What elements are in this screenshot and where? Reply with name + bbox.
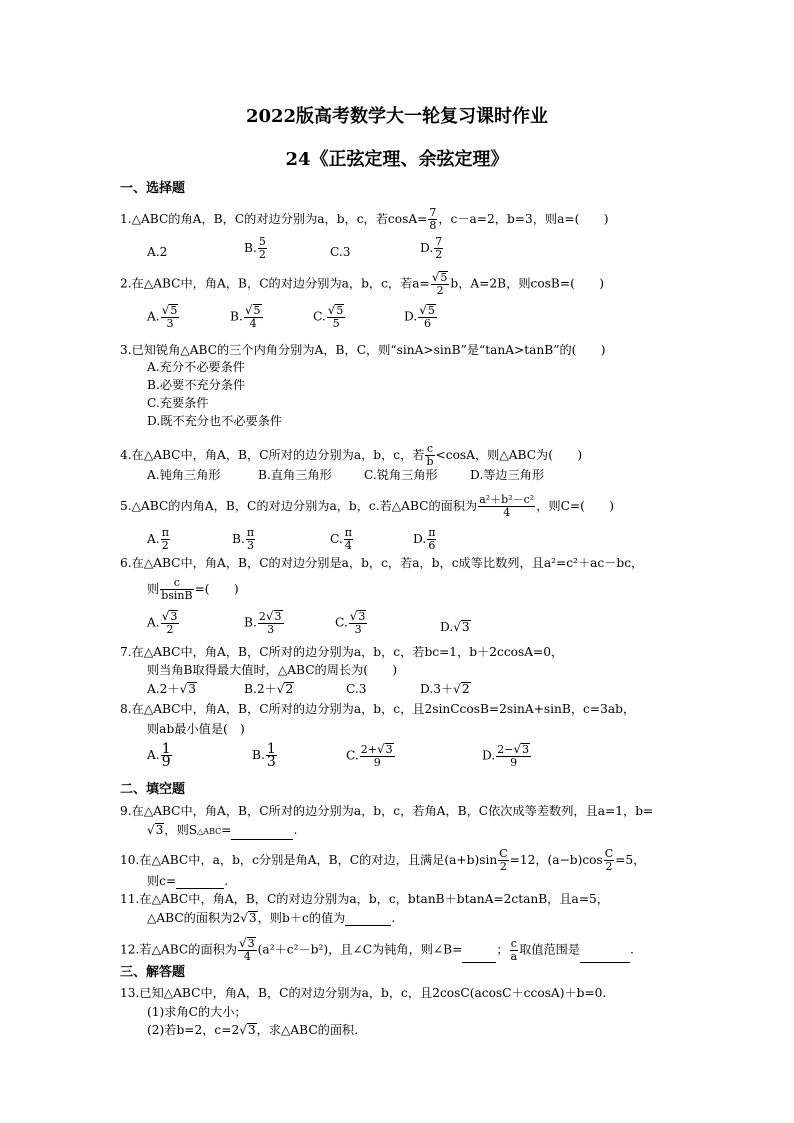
option-a: A.2 [147, 245, 168, 259]
option-label: A. [147, 309, 160, 324]
option-label: B. [252, 748, 265, 762]
option-label: A. [147, 748, 160, 762]
numerator: 7 [435, 235, 443, 248]
question-text: 1.△ABC的角A，B，C的对边分别为a，b，c，若cosA= [120, 212, 428, 226]
radicand: 3 [385, 743, 393, 756]
option-d [404, 304, 438, 330]
question-13: 13.已知△ABC中，角A，B，C的对边分别为a，b，c，且2cosC(acosC＋ccosA)＋b=0. [120, 986, 607, 1000]
option-a: A.钝角三角形 [147, 468, 221, 482]
option-a [147, 304, 180, 330]
option-label: C. [346, 748, 359, 763]
option-label: A. [147, 615, 160, 630]
option-label: D. [482, 748, 496, 763]
question-9-line2: √3，则S△ABC= . [147, 822, 297, 840]
radicand: 3 [522, 743, 530, 756]
numerator: c [426, 442, 434, 455]
denominator: a [510, 949, 518, 963]
option-label: B. [244, 615, 257, 630]
question-8: 8.在△ABC中，角A，B，C所对的边分别为a，b，c，且2sinCcosB=2sinA+sinB，c=3ab， [120, 702, 636, 716]
question-text: ； [496, 942, 509, 957]
option-c: C.充要条件 [147, 396, 209, 410]
answer-blank[interactable] [462, 949, 496, 963]
option-label: C. [313, 309, 326, 324]
question-text: . [293, 823, 298, 837]
question-text: =5， [615, 853, 646, 867]
numerator: 1 [266, 741, 276, 757]
denominator: 3 [161, 317, 180, 330]
option-d: D.既不充分也不必要条件 [147, 414, 283, 428]
page-subtitle: 24《正弦定理、余弦定理》 [285, 149, 509, 170]
denominator: 4 [478, 506, 535, 519]
page-title: 2022版高考数学大一轮复习课时作业 [245, 106, 549, 127]
denominator: 2 [499, 860, 507, 873]
numerator: 7 [429, 206, 437, 219]
radicand: 3 [274, 610, 282, 623]
question-10 [120, 848, 645, 873]
denominator: 3 [246, 539, 254, 552]
denominator: 9 [496, 756, 531, 769]
question-text: b，A=2B，则cosB=( ) [450, 276, 604, 291]
question-6-line2 [147, 577, 239, 602]
radicand: 5 [440, 271, 448, 284]
fraction [266, 743, 277, 768]
denominator: 4 [344, 539, 352, 552]
option-label: B. [230, 309, 243, 324]
section-heading: 二、填空题 [120, 782, 186, 797]
question-6: 6.在△ABC中，角A，B，C的对边分别是a，b，c，若a，b，c成等比数列，且a²=c²＋ac－bc， [120, 556, 644, 570]
fraction [344, 527, 353, 552]
answer-blank[interactable] [580, 949, 630, 963]
fraction [427, 527, 436, 552]
denominator: 3 [266, 754, 276, 770]
option-label: C. [335, 615, 348, 630]
option-b [244, 236, 268, 261]
radicand: 2 [461, 682, 470, 696]
question-text: 12.若△ABC的面积为 [120, 942, 238, 957]
question-text: ，求△ABC的面积. [256, 1023, 359, 1037]
option-d: D.等边三角形 [470, 468, 545, 482]
option-d [413, 527, 437, 552]
question-text: . [391, 911, 396, 925]
question-text: 则 [147, 582, 160, 596]
option-b [252, 743, 278, 768]
question-7: 7.在△ABC中，角A，B，C所对的边分别为a，b，c，若bc=1，b＋2ccosA=0， [120, 645, 564, 659]
denominator: 2 [435, 248, 443, 261]
option-c: C.3 [346, 682, 367, 696]
option-a [147, 743, 173, 768]
option-b [230, 304, 264, 330]
numerator-part: 2+ [360, 743, 377, 756]
question-9: 9.在△ABC中，角A，B，C所对的边分别为a，b，c，若角A，B，C依次成等差数列，且a=1，b= [120, 804, 654, 818]
numerator: 1 [161, 741, 171, 757]
fraction [258, 236, 267, 261]
answer-blank[interactable] [176, 875, 224, 889]
denominator: 2 [605, 860, 613, 873]
question-text: ，则S [164, 823, 198, 837]
question-2 [120, 271, 604, 297]
section-heading: 三、解答题 [120, 965, 186, 980]
question-text: (2)若b=2，c=2 [147, 1023, 240, 1037]
radicand: 3 [248, 911, 257, 925]
fraction [161, 527, 170, 552]
fraction: $\frac{√3}{3}$ [349, 609, 366, 636]
numerator: C [499, 847, 508, 860]
fraction [604, 848, 614, 873]
fraction: $\frac{2-√3}{9}$ [497, 742, 530, 769]
option-b [244, 610, 285, 636]
question-text: . [630, 942, 634, 957]
denominator: 2 [431, 284, 450, 297]
numerator-part: 2− [497, 743, 514, 756]
fraction: $\frac{2+√3}{9}$ [360, 742, 393, 769]
radicand: 3 [247, 1023, 256, 1037]
question-11: 11.在△ABC中，角A，B，C的对边分别为a，b，c，btanB＋btanA=2ctanB，且a=5， [120, 892, 609, 906]
numerator: π [344, 526, 352, 539]
numerator: π [246, 526, 255, 539]
question-10-line2 [147, 873, 228, 889]
option-c [346, 743, 396, 769]
numerator: π [161, 526, 169, 539]
question-4 [120, 443, 582, 468]
question-text: =( ) [194, 582, 239, 596]
radicand: 3 [247, 937, 255, 950]
fraction [428, 207, 437, 232]
question-8-line2: 则ab最小值是( ) [147, 722, 245, 736]
option-label: C. [330, 532, 343, 546]
question-3: 3.已知锐角△ABC的三个内角分别为A，B，C，则“sinA>sinB”是“tanA>tanB”的( ) [120, 343, 606, 357]
fraction: $\frac{2√3}{3}$ [258, 609, 282, 636]
question-text: 10.在△ABC中，a，b，c分别是角A，B，C的对边，且满足(a+b)sin [120, 853, 498, 867]
answer-blank[interactable] [231, 826, 293, 840]
question-text: . [224, 874, 229, 888]
radicand: 5 [253, 304, 261, 317]
radicand: 5 [170, 304, 178, 317]
radicand: 2 [285, 682, 294, 696]
question-text: 5.△ABC的内角A，B，C的对边分别为a，b，c.若△ABC的面积为 [120, 499, 478, 513]
denominator: 9 [360, 756, 395, 769]
fraction: $\frac{√5}{3}$ [161, 303, 178, 330]
denominator: b [426, 455, 434, 468]
question-12 [120, 937, 634, 963]
denominator: 6 [428, 539, 436, 552]
numerator: a²＋b²－c² [479, 493, 535, 506]
fraction [510, 938, 519, 963]
fraction [425, 443, 434, 468]
denominator: 4 [244, 317, 263, 330]
option-b [232, 527, 256, 552]
question-13-part2: (2)若b=2，c=2√3，求△ABC的面积. [147, 1023, 359, 1037]
denominator: 6 [418, 317, 437, 330]
denominator: 8 [429, 219, 437, 232]
coefficient: 2 [258, 610, 266, 623]
question-text: 4.在△ABC中，角A，B，C所对的边分别为a，b，c，若 [120, 448, 425, 462]
numerator: π [428, 526, 436, 539]
radicand: 5 [427, 304, 435, 317]
question-text: ，则C=( ) [536, 499, 615, 513]
radicand: 3 [461, 620, 470, 634]
option-c: C.3 [330, 245, 351, 259]
option-label: D. [404, 309, 418, 324]
option-label: B. [232, 532, 245, 546]
question-text: △ABC的面积为2 [147, 911, 241, 925]
question-7-line2: 则当角B取得最大值时，△ABC的周长为( ) [147, 663, 398, 677]
denominator: 2 [161, 623, 180, 636]
fraction [246, 527, 255, 552]
option-d: D.√3 [440, 620, 470, 634]
option-d: D.3＋√2 [420, 682, 470, 696]
denominator: 2 [258, 248, 266, 261]
option-label: D.3＋ [420, 682, 454, 696]
question-text: 取值范围是 [519, 942, 581, 957]
fraction: $\frac{√3}{2}$ [161, 609, 178, 636]
option-c: C.锐角三角形 [364, 468, 438, 482]
fraction: $\frac{√5}{2}$ [431, 270, 448, 297]
radicand: 5 [336, 304, 344, 317]
option-c [330, 527, 354, 552]
fraction [160, 577, 193, 602]
fraction [434, 236, 443, 261]
subscript: △ABC [197, 827, 222, 836]
fraction [478, 494, 535, 519]
answer-blank[interactable] [345, 912, 391, 926]
option-label: D. [420, 241, 434, 255]
denominator: 9 [161, 754, 171, 770]
denominator: 2 [161, 539, 169, 552]
option-a: A.2＋√3 [147, 682, 197, 696]
option-label: B. [244, 241, 257, 255]
fraction: $\frac{√3}{4}$ [239, 936, 255, 963]
option-a [147, 527, 171, 552]
question-text: ，则b＋c的值为 [257, 911, 346, 925]
section-heading: 一、选择题 [120, 181, 186, 196]
option-label: B.2＋ [244, 682, 277, 696]
radicand: 3 [188, 682, 197, 696]
option-label: A. [147, 532, 160, 546]
question-text: ，c－a=2，b=3，则a=( ) [438, 212, 609, 226]
radicand: 3 [170, 610, 178, 623]
question-text: = [221, 823, 232, 837]
denominator: bsinB [161, 589, 193, 602]
fraction: $\frac{√5}{4}$ [244, 303, 261, 330]
denominator: 4 [238, 950, 257, 963]
fraction: $\frac{√5}{6}$ [419, 303, 435, 330]
numerator: c [173, 576, 180, 589]
option-a [147, 610, 180, 636]
fraction: $\frac{√5}{5}$ [327, 303, 344, 330]
numerator: c [510, 936, 517, 950]
option-d [420, 236, 444, 261]
option-c [335, 610, 368, 636]
denominator: 5 [327, 317, 346, 330]
radicand: 3 [358, 610, 366, 623]
numerator: C [604, 847, 614, 860]
option-a: A.充分不必要条件 [147, 360, 245, 374]
option-b: B.2＋√2 [244, 682, 294, 696]
option-c [313, 304, 346, 330]
question-text: =12，(a−b)cos [509, 853, 603, 867]
question-text: 2.在△ABC中，角A，B，C的对边分别为a，b，c，若a= [120, 276, 430, 291]
fraction [498, 848, 508, 873]
question-11-line2: △ABC的面积为2√3，则b＋c的值为 . [147, 911, 396, 925]
fraction [161, 743, 172, 768]
question-1 [120, 207, 608, 232]
numerator: 5 [258, 235, 266, 248]
option-d [482, 743, 532, 769]
question-text: <cosA，则△ABC为( ) [435, 448, 583, 462]
option-label: A.2＋ [147, 682, 180, 696]
option-label: D. [413, 532, 427, 546]
option-b: B.直角三角形 [258, 468, 332, 482]
question-text: 则c= [147, 874, 177, 888]
radicand: 3 [155, 823, 164, 837]
denominator: 3 [258, 623, 284, 636]
option-b: B.必要不充分条件 [147, 378, 246, 392]
option-label: D. [440, 620, 454, 634]
question-13-part1: (1)求角C的大小； [147, 1005, 247, 1019]
question-5 [120, 494, 614, 519]
denominator: 3 [349, 623, 368, 636]
question-text: (a²＋c²－b²)，且∠C为钝角，则∠B= [257, 942, 463, 957]
